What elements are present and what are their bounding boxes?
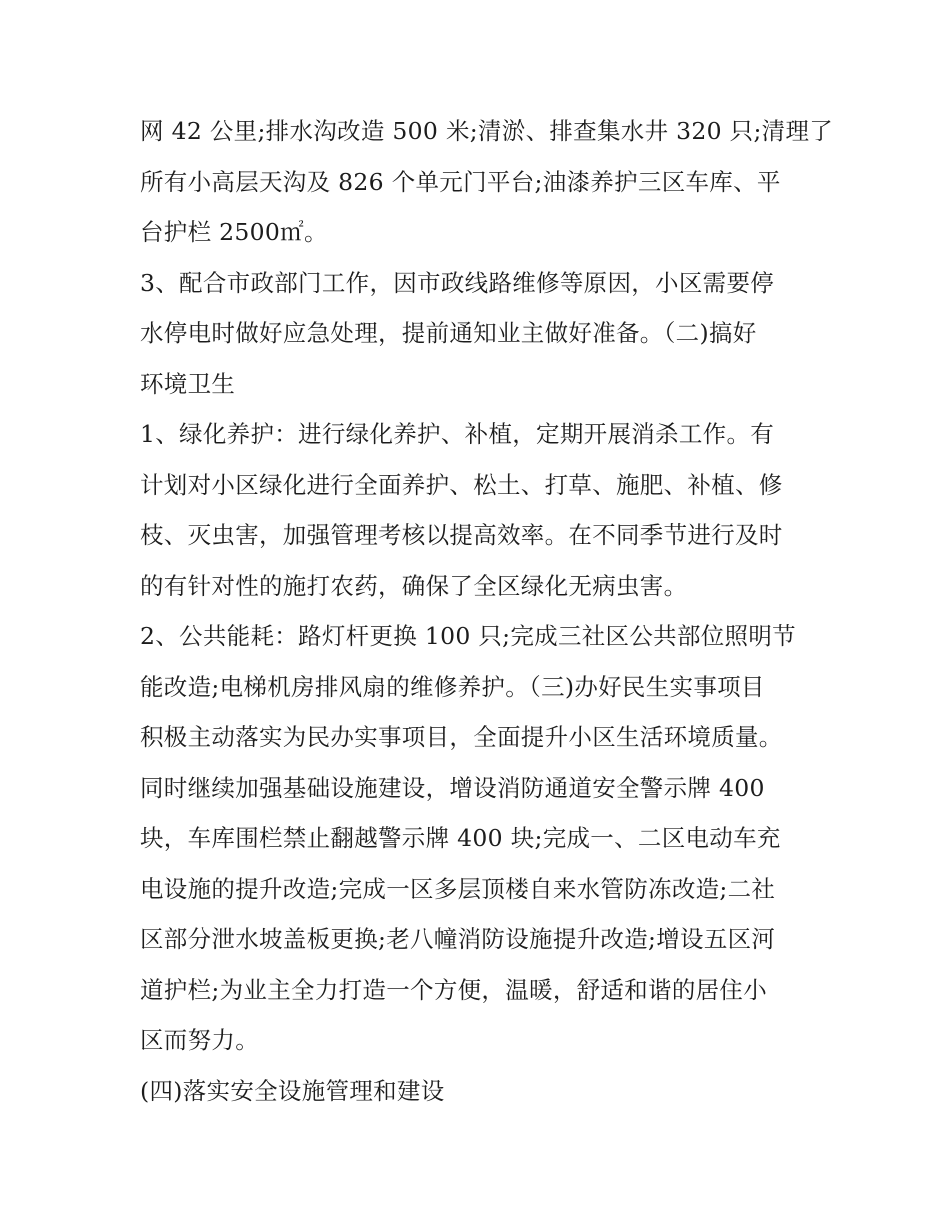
text-line: 的有针对性的施打农药，确保了全区绿化无病虫害。 [140, 571, 688, 600]
text-line: 2、公共能耗：路灯杆更换 100 只;完成三社区公共部位照明节 [140, 622, 796, 650]
text-line: (四)落实安全设施管理和建设 [140, 1076, 445, 1105]
text-line: 计划对小区绿化进行全面养护、松土、打草、施肥、补植、修 [140, 470, 783, 499]
text-line: 台护栏 2500㎡。 [140, 218, 328, 246]
text-line: 1、绿化养护：进行绿化养护、补植，定期开展消杀工作。有 [140, 420, 775, 448]
text-line: 3、配合市政部门工作，因市政线路维修等原因，小区需要停 [140, 268, 775, 297]
section-heading-safety [140, 1066, 820, 1117]
text-line: 电设施的提升改造;完成一区多层顶楼自来水管防冻改造;二社 [140, 874, 776, 903]
paragraph-drainage-maintenance [140, 106, 834, 258]
text-line: 同时继续加强基础设施建设，增设消防通道安全警示牌 400 [140, 773, 765, 802]
text-line: 网 42 公里;排水沟改造 500 米;清淤、排查集水井 320 只;清理了 [140, 117, 834, 145]
text-line: 环境卫生 [140, 369, 236, 398]
text-line: 区部分泄水坡盖板更换;老八幢消防设施提升改造;增设五区河 [140, 925, 776, 953]
text-line: 积极主动落实为民办实事项目，全面提升小区生活环境质量。 [140, 723, 783, 751]
paragraph-public-energy [140, 611, 820, 1066]
text-line: 能改造;电梯机房排风扇的维修养护。（三)办好民生实事项目 [140, 672, 765, 701]
text-line: 块，车库围栏禁止翻越警示牌 400 块;完成一、二区电动车充 [140, 824, 781, 852]
text-line: 水停电时做好应急处理，提前通知业主做好准备。（二)搞好 [140, 319, 757, 347]
text-line: 枝、灭虫害，加强管理考核以提高效率。在不同季节进行及时 [140, 521, 783, 549]
text-line: 道护栏;为业主全力打造一个方便，温暖，舒适和谐的居住小 [140, 975, 768, 1004]
document-body [140, 106, 834, 1116]
paragraph-greening-maintenance [140, 409, 820, 611]
text-line: 所有小高层天沟及 826 个单元门平台;油漆养护三区车库、平 [140, 167, 781, 196]
paragraph-municipal-cooperation [140, 258, 820, 410]
text-line: 区而努力。 [140, 1026, 259, 1054]
